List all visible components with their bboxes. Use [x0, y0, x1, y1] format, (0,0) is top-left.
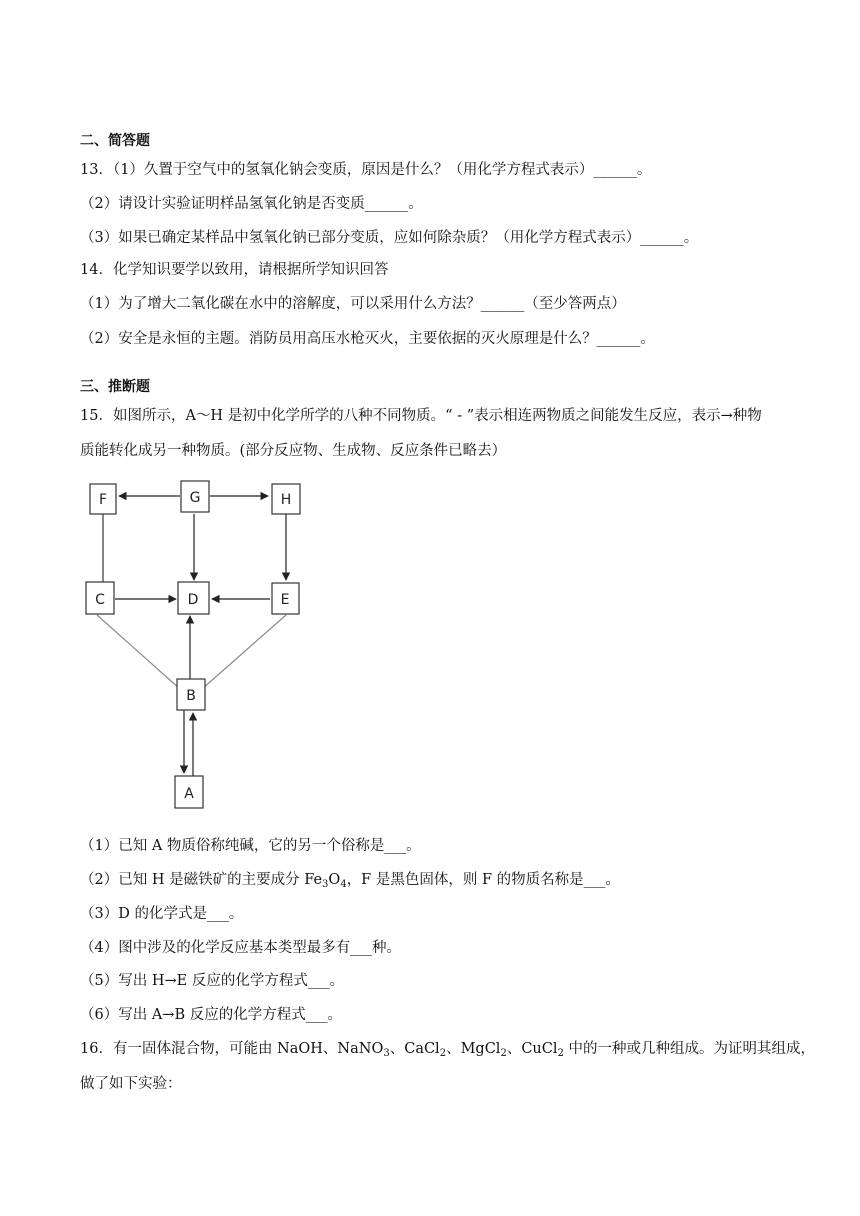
svg-text:B: B	[186, 688, 196, 704]
q15-sub2: （2）已知 H 是磁铁矿的主要成分 $Fe_3O_4$，F 是黑色固体，则 F 的物质名称是___。	[80, 872, 620, 890]
svg-text:C: C	[95, 592, 105, 608]
node-H	[272, 484, 300, 514]
q16-line1: 16．有一固体混合物，可能由 NaOH、NaNO$_3$、CaCl$_2$、MgCl$_2$、CuCl$_2$ 中的一种或几种组成。为证明其组成，	[80, 1041, 815, 1059]
q13-part3: （3）如果已确定某样品中氢氧化钠已部分变质，应如何除杂质？（用化学方程式表示）______。	[80, 230, 699, 246]
line-C-B	[97, 615, 180, 689]
q15-intro-line2: 质能转化成另一种物质。(部分反应物、生成物、反应条件已略去）	[80, 443, 507, 459]
svg-text:A: A	[184, 786, 194, 802]
svg-text:D: D	[187, 592, 199, 608]
q13-part1: 13．（1）久置于空气中的氢氧化钠会变质，原因是什么？（用化学方程式表示）______。	[80, 162, 652, 178]
q15-sub1: （1）已知 A 物质俗称纯碱，它的另一个俗称是___。	[80, 838, 421, 854]
line-E-B	[202, 615, 286, 689]
section-heading-short-answer: 二、简答题	[80, 133, 150, 149]
q14-part1: （1）为了增大二氧化碳在水中的溶解度，可以采用什么方法？______（至少答两点）	[80, 296, 626, 312]
node-G	[181, 481, 209, 512]
node-F	[90, 484, 116, 514]
svg-text:H: H	[280, 492, 292, 508]
q15-sub5: （5）写出 H→E 反应的化学方程式___。	[80, 973, 345, 989]
q15-sub6: （6）写出 A→B 反应的化学方程式___。	[80, 1007, 342, 1023]
section-heading-inference: 三、推断题	[80, 379, 150, 395]
q15-intro-line1: 15．如图所示，A～H 是初中化学所学的八种不同物质。“ - ”表示相连两物质之间能发生反应，表示→种物	[80, 408, 762, 424]
q15-sub3: （3）D 的化学式是___。	[80, 906, 244, 922]
q13-part2: （2）请设计实验证明样品氢氧化钠是否变质______。	[80, 196, 423, 212]
node-A	[175, 776, 203, 808]
q14-intro: 14．化学知识要学以致用，请根据所学知识回答	[80, 262, 389, 278]
q16-line2: 做了如下实验：	[80, 1076, 182, 1092]
substance-relation-diagram	[80, 476, 320, 816]
node-E	[272, 583, 299, 614]
node-B	[177, 679, 205, 710]
node-C	[86, 582, 114, 614]
svg-text:F: F	[98, 492, 108, 508]
svg-text:G: G	[189, 490, 201, 506]
q15-sub4: （4）图中涉及的化学反应基本类型最多有___种。	[80, 940, 401, 956]
svg-text:E: E	[280, 592, 290, 608]
q14-part2: （2）安全是永恒的主题。消防员用高压水枪灭火，主要依据的灭火原理是什么？______。	[80, 331, 655, 347]
node-D	[178, 582, 209, 614]
